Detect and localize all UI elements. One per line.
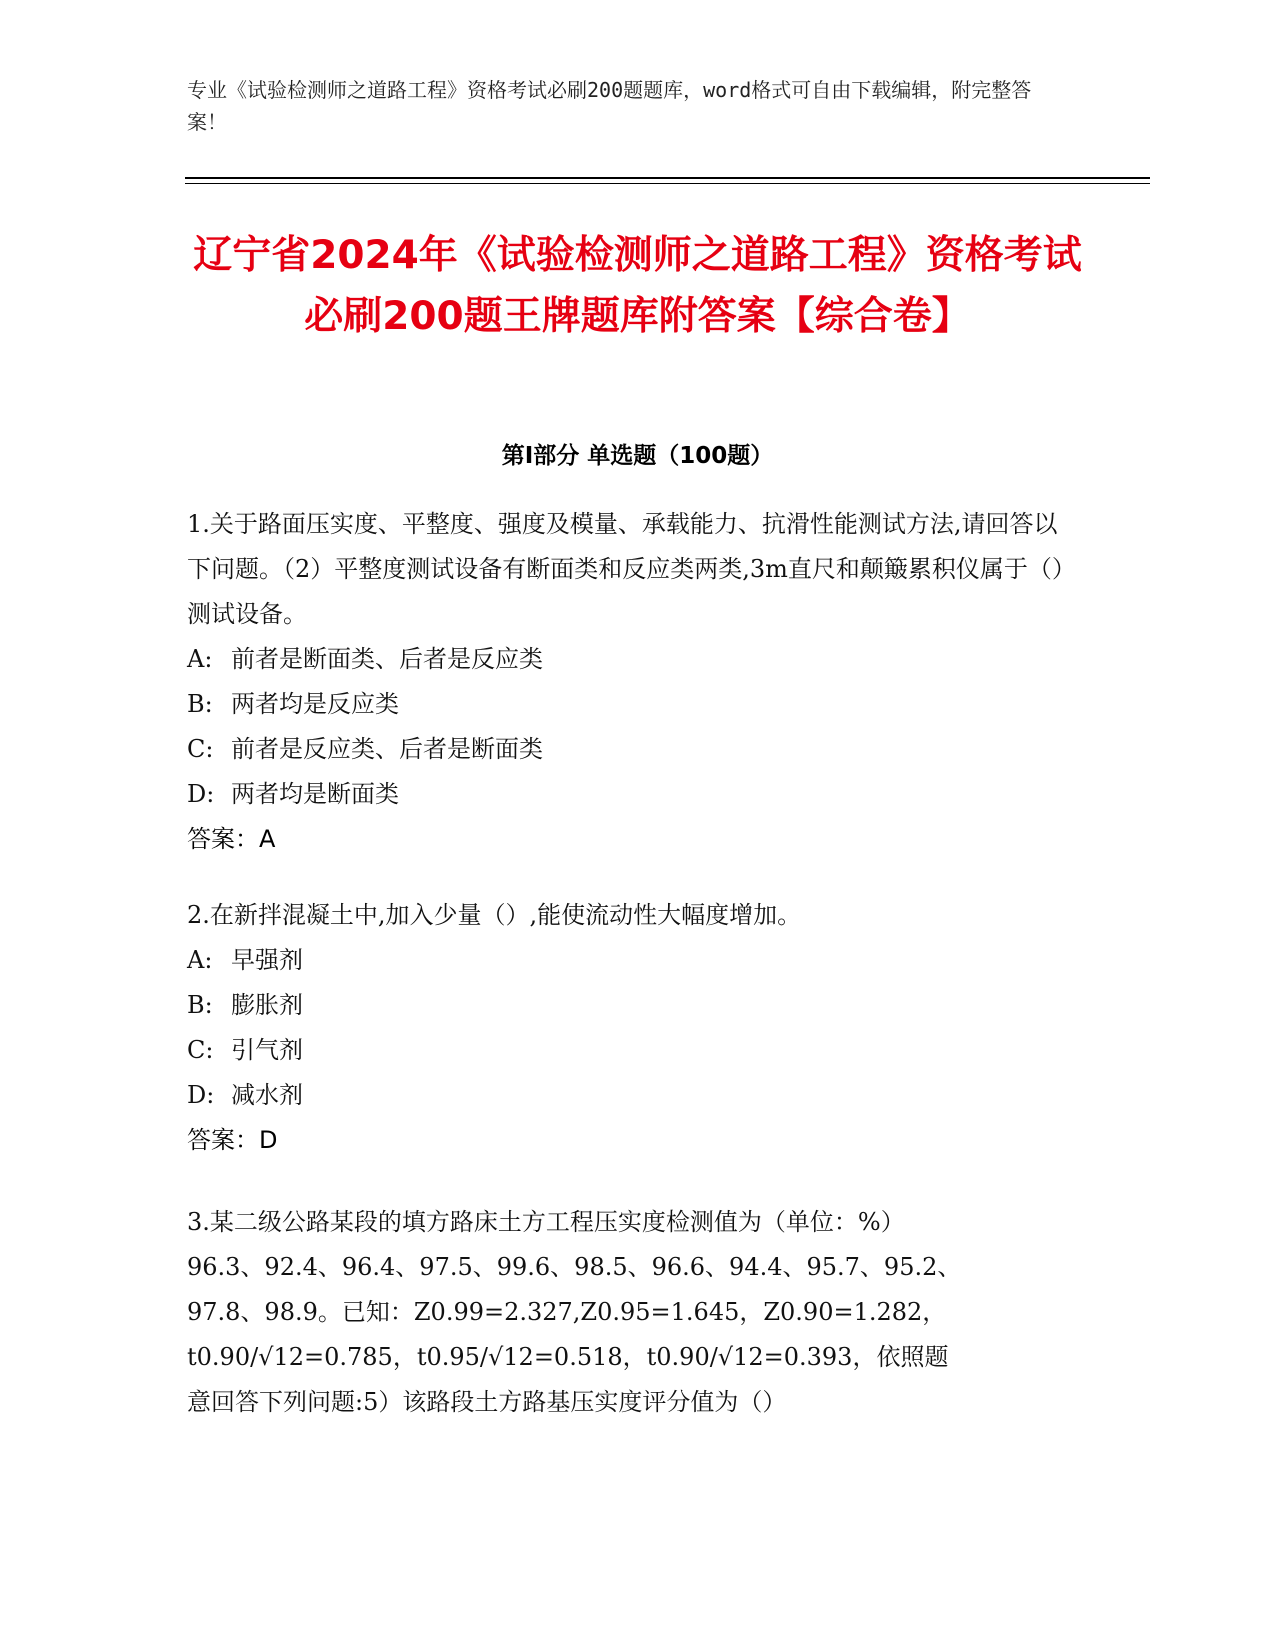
answer-label: 答案：A [187,825,276,853]
option-letter: A: [187,946,213,974]
header-divider-thin [185,183,1150,184]
option-b [187,983,1067,1028]
option-text: 两者均是断面类 [231,780,399,808]
option-letter: B: [187,991,213,1019]
option-text: 引气剂 [231,1036,303,1064]
question-stem: 2.在新拌混凝土中,加入少量（）,能使流动性大幅度增加。 [187,901,802,929]
question-stem-line: 96.3、92.4、96.4、97.5、99.6、98.5、96.6、94.4、95.7、95.2、 [187,1253,962,1281]
option-letter: D: [187,780,215,808]
question-stem-line: 意回答下列问题:5）该路段土方路基压实度评分值为（） [187,1388,787,1416]
section-title: 第I部分 单选题（100题） [501,443,774,469]
option-letter: A: [187,645,213,673]
option-text: 前者是反应类、后者是断面类 [231,735,543,763]
option-b [187,682,1067,727]
question-2 [187,893,1067,1163]
option-text: 两者均是反应类 [231,690,399,718]
option-text: 膨胀剂 [231,991,303,1019]
option-d [187,1073,1067,1118]
question-stem: 1.关于路面压实度、平整度、强度及模量、承载能力、抗滑性能测试方法,请回答以下问题。（2）平整度测试设备有断面类和反应类两类,3m直尺和颠簸累积仪属于（）测试设备。 [187,510,1064,628]
question-stem-line: 3.某二级公路某段的填方路床土方工程压实度检测值为（单位：%） [187,1208,905,1236]
answer-label: 答案：D [187,1126,278,1154]
question-1 [187,502,1067,862]
option-c [187,1028,1067,1073]
question-stem-line: 97.8、98.9。已知：Z0.99=2.327,Z0.95=1.645，Z0.90=1.282， [187,1298,947,1326]
document-title: 辽宁省2024年《试验检测师之道路工程》资格考试必刷200题王牌题库附答案【综合卷】 [193,233,1082,339]
option-text: 前者是断面类、后者是反应类 [231,645,543,673]
question-stem-line: t0.90/√12=0.785，t0.95/√12=0.518，t0.90/√12=0.393，依照题 [187,1343,949,1371]
question-3 [187,1200,1067,1425]
header-divider-thick [185,177,1150,179]
option-c [187,727,1067,772]
option-letter: C: [187,1036,214,1064]
option-text: 减水剂 [231,1081,303,1109]
header-note: 专业《试验检测师之道路工程》资格考试必刷200题题库，word格式可自由下载编辑，附完整答案！ [187,78,1032,134]
option-a [187,637,1067,682]
option-letter: D: [187,1081,215,1109]
option-text: 早强剂 [231,946,303,974]
option-d [187,772,1067,817]
option-letter: B: [187,690,213,718]
option-letter: C: [187,735,214,763]
option-a [187,938,1067,983]
